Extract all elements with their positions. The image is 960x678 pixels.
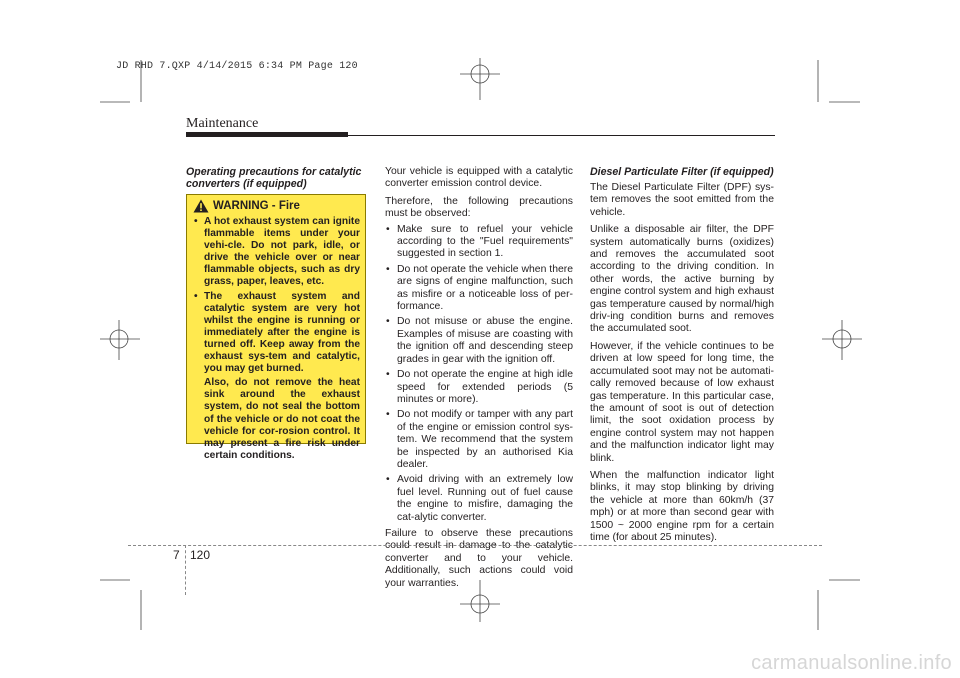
left-column [186, 166, 368, 194]
list-item: • Do not operate the engine at high idle speed for extended periods (5 minutes or more). [385, 369, 573, 406]
warning-box-fire [186, 194, 366, 461]
right-column [590, 166, 774, 549]
warning-header [193, 199, 360, 213]
list-item: • Do not modify or tamper with any part of the engine or emission control sys-tem. We recommend that the system be inspected by an authorised Kia dealer. [385, 409, 573, 471]
list-item: • Do not misuse or abuse the engine. Examples of misuse are coasting with the ignition off and descending steep grades in gear with the ignition off. [385, 316, 573, 366]
catalytic-lead: Therefore, the following precautions must be observed: [385, 195, 573, 220]
warning-subtitle: - Fire [268, 200, 300, 212]
warning-triangle-icon [193, 199, 209, 213]
warning-list [193, 216, 360, 375]
warning-continuation: Also, do not remove the heat sink around the exhaust system, do not seal the bottom of the vehicle or do not coat the vehicle for cor-rosion control. It may present a fire risk under certain conditions. [204, 377, 360, 461]
dpf-paragraph: Unlike a disposable air filter, the DPF system automatically burns (oxidizes) and removes the accumulated soot according to the driving condition. In other words, the active burning by engine control system and high exhaust gas temperature caused by normal/high driv-ing condition burns and removes the accumulated soot. [590, 224, 774, 335]
footer-dashed-rule [128, 545, 822, 546]
registration-crosshair-icon-left [100, 320, 140, 360]
middle-column [385, 166, 573, 595]
list-item: • Do not operate the vehicle when there are signs of engine malfunction, such as misfire or a noticeable loss of per-formance. [385, 264, 573, 314]
header-rule-thin [348, 135, 775, 136]
section-title: Maintenance [186, 116, 259, 131]
catalytic-precautions-heading: Operating precautions for catalytic converters (if equipped) [186, 166, 362, 190]
chapter-number: 7 [173, 548, 180, 562]
footer-dashed-divider [185, 545, 186, 595]
site-watermark: carmanualsonline.info [751, 652, 952, 674]
print-slug-line: JD RHD 7.QXP 4/14/2015 6:34 PM Page 120 [116, 61, 358, 72]
dpf-heading: Diesel Particulate Filter (if equipped) [590, 166, 774, 178]
catalytic-precautions-list [385, 224, 573, 524]
list-item: • Make sure to refuel your vehicle according to the "Fuel requirements" suggested in section 1. [385, 224, 573, 261]
dpf-paragraph: When the malfunction indicator light blinks, it may stop blinking by driving the vehicle at more than 60km/h (37 mph) or at more than second gear with 1500 ~ 2000 engine rpm for a certain time (for about 25 minutes). [590, 469, 774, 543]
warning-item: • A hot exhaust system can ignite flammable items under your vehi-cle. Do not park, idle, or drive the vehicle over or near flammable objects, such as dry grass, paper, leaves, etc. [193, 216, 360, 289]
catalytic-intro: Your vehicle is equipped with a catalytic converter emission control device. [385, 166, 573, 190]
list-item: • Avoid driving with an extremely low fuel level. Running out of fuel cause the engine to misfire, damaging the cat-alytic converter. [385, 474, 573, 524]
registration-crosshair-icon-top [460, 58, 500, 100]
catalytic-closing: Failure to observe these precautions could result in damage to the catalytic converter and to your vehicle. Additionally, such actions could void your warranties. [385, 527, 573, 589]
dpf-paragraph: However, if the vehicle continues to be driven at low speed for long time, the accumulated soot may not be automati-cally removed because of low exhaust gas temperature. In this particular case, the amount of soot is out of detection limit, the soot oxidation process by engine control system may not happen and the malfunction indicator light may blink. [590, 340, 774, 464]
header-rule-thick [186, 132, 348, 137]
registration-crosshair-icon-right [822, 320, 862, 360]
dpf-paragraph: The Diesel Particulate Filter (DPF) sys-tem removes the soot emitted from the vehicle. [590, 182, 774, 218]
warning-title: WARNING [213, 200, 269, 212]
warning-item: • The exhaust system and catalytic system are very hot whilst the engine is running or immediately after the engine is turned off. Keep away from the exhaust sys-tem and catalytic, you may get burned. [193, 291, 360, 376]
page-number: 120 [190, 548, 211, 562]
